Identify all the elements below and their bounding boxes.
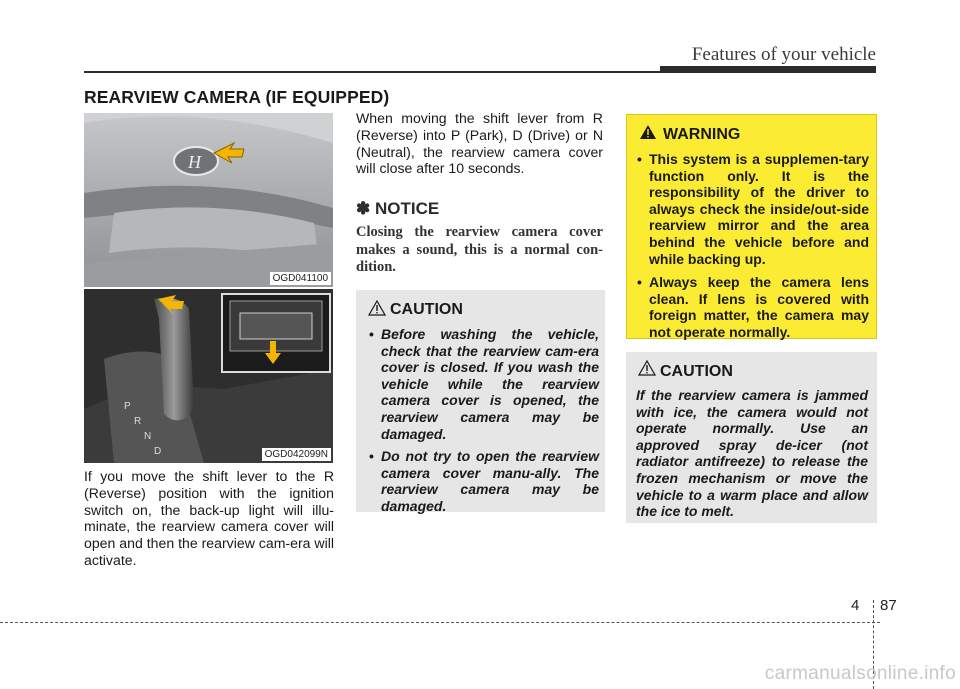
- caution-list: [369, 326, 599, 521]
- chapter-number: 4: [851, 597, 860, 614]
- bullet-glyph: •: [637, 274, 642, 291]
- image-code-label: OGD042099N: [262, 448, 331, 461]
- caution-box-ice: [626, 352, 877, 523]
- list-item: [637, 274, 869, 340]
- shift-lever-illustration: [84, 289, 333, 463]
- caution-triangle-icon: [638, 360, 656, 376]
- list-item: [369, 326, 599, 442]
- svg-text:H: H: [188, 152, 201, 172]
- caution-item-text: Do not try to open the rearview camera cover manu-ally. The rearview camera may be damaged.: [381, 448, 599, 514]
- list-item: [369, 448, 599, 514]
- bullet-glyph: •: [369, 448, 374, 465]
- svg-text:R: R: [134, 416, 142, 427]
- bullet-glyph: •: [369, 326, 374, 342]
- caution-text: If the rearview camera is jammed with ice, the camera would not operate normally. Use an approved spray de-icer (not radiator antifreeze) to release the frozen mechanism or move the vehicle to a warm place and allow the ice to melt.: [636, 387, 868, 520]
- notice-text: Closing the rearview camera cover makes a sound, this is a normal con-dition.: [356, 224, 603, 275]
- rear-hatch-illustration: [84, 113, 333, 287]
- warning-title: WARNING: [663, 126, 741, 143]
- caution-triangle-icon: [368, 300, 386, 316]
- caution-item-text: Before washing the vehicle, check that the rearview cam-era cover is closed. If you wash the vehicle while the rearview camera cover is opened, the rearview camera may be damaged.: [381, 326, 599, 442]
- caution-box-cover: [356, 290, 605, 512]
- svg-text:N: N: [144, 431, 152, 442]
- list-item: [637, 151, 869, 267]
- warning-list: [637, 151, 869, 348]
- image-code-label: OGD041100: [270, 272, 331, 285]
- column1-paragraph: If you move the shift lever to the R (Reverse) position with the ignition switch on, the back-up light will illu-minate, the rearview camera cover will open and then the rearview cam-era will activate.: [84, 468, 334, 568]
- header-rule-bar: [660, 66, 876, 73]
- svg-text:D: D: [154, 446, 162, 457]
- watermark: carmanualsonline.info: [764, 663, 956, 684]
- bullet-glyph: •: [637, 151, 642, 167]
- warning-item-text: This system is a supplemen-tary function only. It is the responsibility of the driver to always check the inside/out-side rearview mirror and the area behind the vehicle before and while backing up.: [649, 151, 869, 267]
- caution-title: CAUTION: [390, 301, 463, 318]
- shift-lever-image: [84, 289, 333, 463]
- page-number: 87: [880, 597, 897, 614]
- running-header: Features of your vehicle: [691, 44, 876, 65]
- section-title: REARVIEW CAMERA (IF EQUIPPED): [84, 87, 390, 107]
- notice-title: ✽ NOTICE: [356, 199, 440, 218]
- svg-text:P: P: [124, 401, 131, 412]
- warning-box: [626, 114, 877, 339]
- warning-triangle-icon: [639, 124, 657, 140]
- warning-item-text: Always keep the camera lens clean. If lens is covered with foreign matter, the camera may not operate normally.: [649, 274, 869, 340]
- caution-title: CAUTION: [660, 363, 733, 380]
- footer-rule: [0, 622, 880, 623]
- rear-hatch-image: [84, 113, 333, 287]
- column2-paragraph: When moving the shift lever from R (Reverse) into P (Park), D (Drive) or N (Neutral), the rearview camera cover will close after 10 seconds.: [356, 110, 603, 177]
